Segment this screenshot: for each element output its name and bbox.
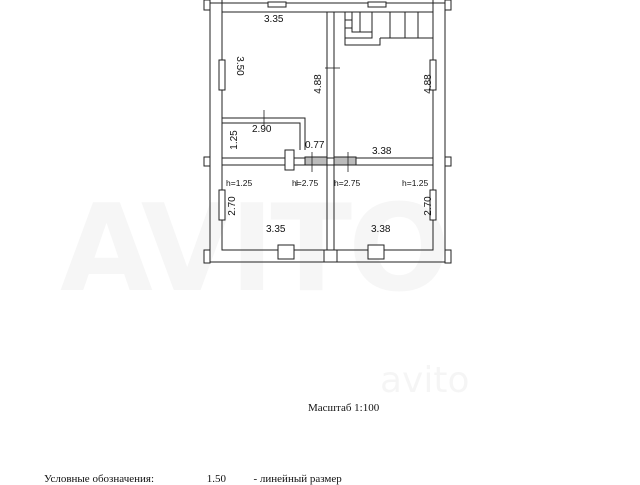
dim-bottom-right-height: 2.70: [423, 196, 434, 216]
log-end: [204, 0, 210, 10]
window-bottom-right: [368, 245, 384, 259]
dim-bottom-left-width: 3.35: [266, 224, 286, 235]
door-left: [285, 150, 294, 170]
dim-bottom-right-width: 3.38: [371, 224, 391, 235]
window-top-left: [268, 2, 286, 7]
door-center-left: [305, 157, 327, 165]
dim-opening-width: 0.77: [305, 140, 325, 151]
central-wall: [327, 12, 334, 158]
legend: [44, 473, 640, 485]
log-end: [204, 250, 210, 263]
dim-center-height: 4.88: [313, 74, 324, 94]
window-left-upper: [219, 60, 225, 90]
dim-right-room-width: 3.38: [372, 146, 392, 157]
dim-right-height: 4.88: [423, 74, 434, 94]
legend-title: Условные обозначения:: [44, 473, 155, 485]
door-center-right: [334, 157, 356, 165]
height-left-door: h=2.75: [292, 178, 319, 188]
central-wall-bottom: [327, 165, 334, 250]
height-right-door: h=2.75: [334, 178, 361, 188]
top-wall: [210, 3, 445, 12]
dim-top-left-width: 3.35: [264, 14, 284, 25]
log-end: [324, 250, 337, 262]
dim-bottom-left-height: 2.70: [227, 196, 238, 216]
window-left: [219, 190, 225, 220]
legend-sample-desc: - линейный размер: [253, 473, 342, 485]
dim-closet-width: 2.90: [252, 124, 272, 135]
legend-sample-value: 1.50: [206, 473, 226, 485]
log-end: [445, 0, 451, 10]
height-right-window: h=1.25: [402, 178, 429, 188]
staircase: [345, 12, 433, 45]
log-end: [204, 157, 210, 166]
dim-closet-height: 1.25: [229, 130, 240, 150]
log-end: [445, 250, 451, 263]
window-top-right: [368, 2, 386, 7]
log-end: [445, 157, 451, 166]
height-left-window: h=1.25: [226, 178, 253, 188]
dim-top-left-height: 3.50: [234, 56, 245, 76]
scale-label: Масштаб 1:100: [308, 402, 380, 414]
window-bottom-left: [278, 245, 294, 259]
